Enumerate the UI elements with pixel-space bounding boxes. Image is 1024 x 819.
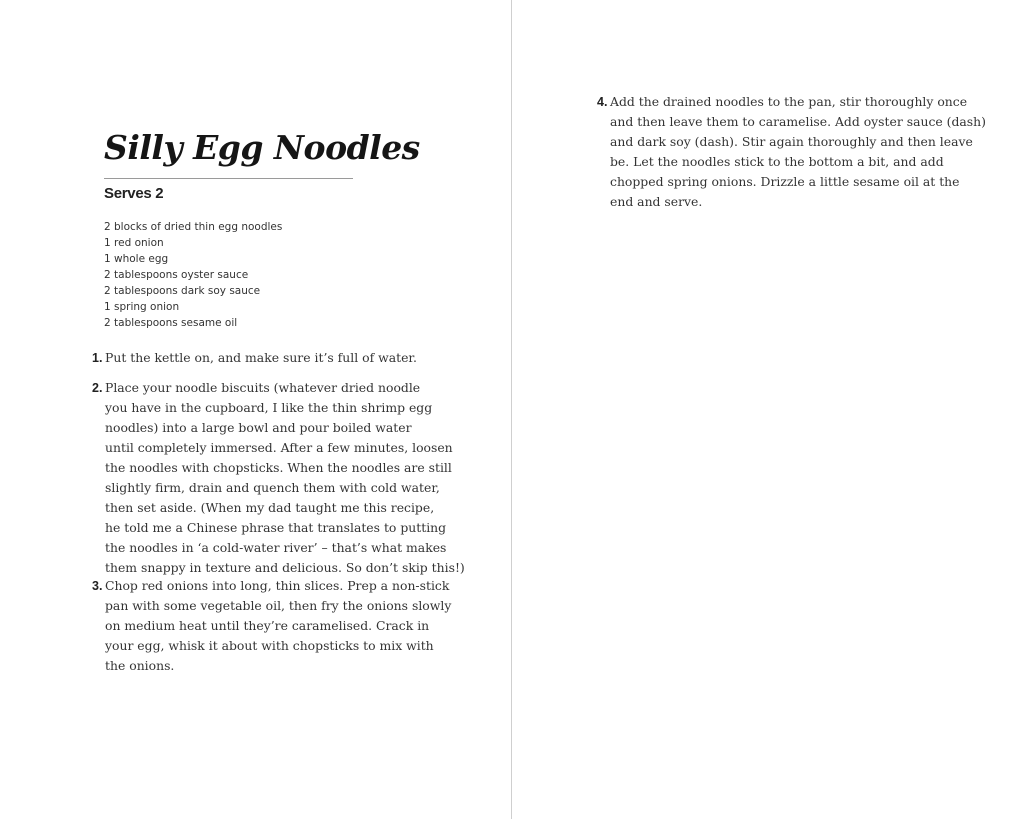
step-2 (92, 378, 465, 578)
step-text-line: the onions. (105, 658, 175, 673)
step-text-line: you have in the cupboard, I like the thin shrimp egg (105, 400, 433, 415)
step-text-line: pan with some vegetable oil, then fry the onions slowly (105, 598, 452, 613)
step-text-line: slightly firm, drain and quench them with cold water, (105, 480, 440, 495)
ingredient-list (104, 219, 282, 331)
serves-label: Serves 2 (104, 185, 164, 202)
ingredient-item: 2 blocks of dried thin egg noodles (104, 221, 283, 233)
ingredient-item: 2 tablespoons sesame oil (104, 317, 238, 329)
step-text-line: them snappy in texture and delicious. So don’t skip this!) (105, 560, 465, 575)
ingredient-item: 1 red onion (104, 237, 164, 249)
right-page (512, 0, 1024, 819)
step-text-line: on medium heat until they’re caramelised. Crack in (105, 618, 430, 633)
step-number: 4. (597, 95, 608, 109)
step-text-line: then set aside. (When my dad taught me this recipe, (105, 500, 435, 515)
step-text-line: chopped spring onions. Drizzle a little sesame oil at the (610, 174, 960, 189)
step-text-line: Chop red onions into long, thin slices. Prep a non-stick (105, 578, 450, 593)
ingredient-item: 1 spring onion (104, 301, 180, 313)
step-text-line: until completely immersed. After a few minutes, loosen (105, 440, 453, 455)
step-1 (92, 348, 442, 368)
ingredient-item: 2 tablespoons dark soy sauce (104, 285, 261, 297)
step-text-line: he told me a Chinese phrase that translates to putting (105, 520, 447, 535)
step-number: 2. (92, 381, 103, 395)
title-underline (104, 178, 353, 179)
recipe-title: Silly Egg Noodles (104, 128, 420, 167)
step-number: 3. (92, 579, 103, 593)
step-text-line: end and serve. (610, 194, 703, 209)
step-4 (597, 92, 986, 212)
step-text-line: and dark soy (dash). Stir again thoroughly and then leave (610, 134, 973, 149)
ingredient-item: 2 tablespoons oyster sauce (104, 269, 249, 281)
step-text-line: Place your noodle biscuits (whatever dried noodle (105, 380, 421, 395)
step-text-line: your egg, whisk it about with chopsticks to mix with (105, 638, 434, 653)
left-page (0, 0, 511, 819)
step-text-line: and then leave them to caramelise. Add oyster sauce (dash) (610, 114, 986, 129)
step-text-line: be. Let the noodles stick to the bottom a bit, and add (610, 154, 944, 169)
step-text-line: the noodles in ‘a cold-water river’ – that’s what makes (105, 540, 447, 555)
ingredient-item: 1 whole egg (104, 253, 169, 265)
step-number: 1. (92, 351, 103, 365)
step-3 (92, 576, 452, 676)
step-text-line: Put the kettle on, and make sure it’s full of water. (105, 350, 417, 365)
step-text-line: noodles) into a large bowl and pour boiled water (105, 420, 412, 435)
step-text-line: the noodles with chopsticks. When the noodles are still (105, 460, 452, 475)
step-text-line: Add the drained noodles to the pan, stir thoroughly once (610, 94, 968, 109)
